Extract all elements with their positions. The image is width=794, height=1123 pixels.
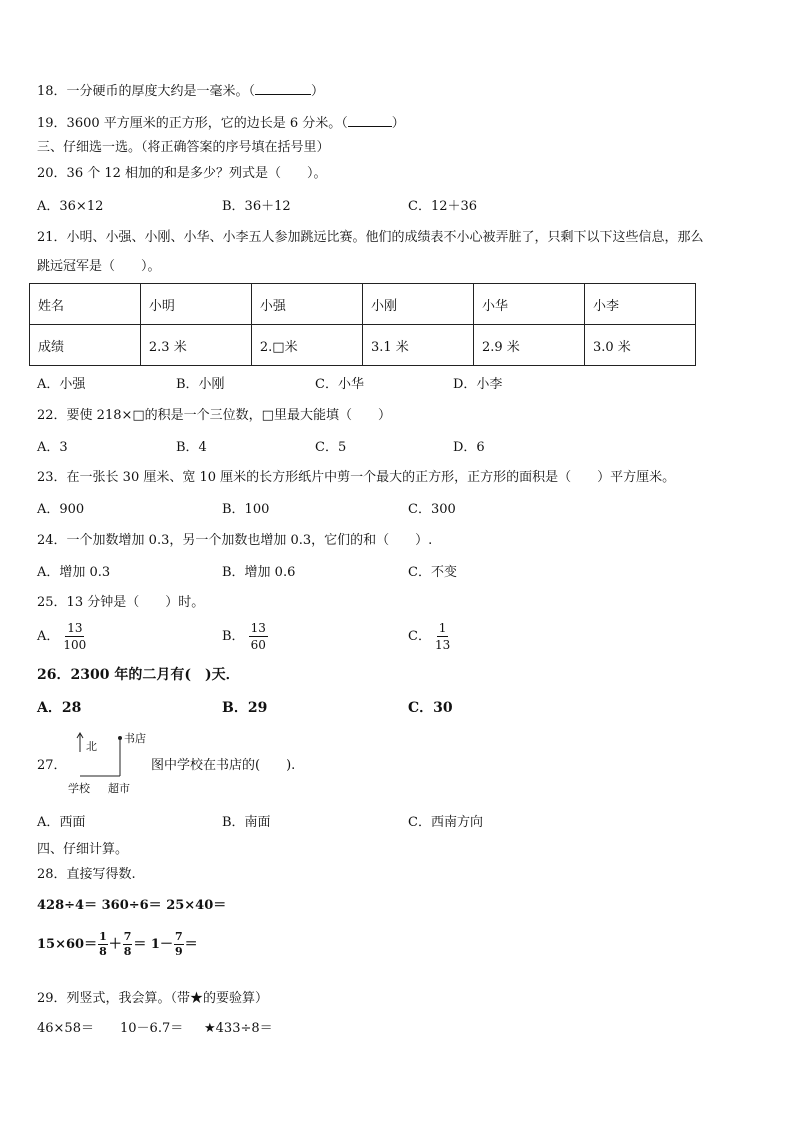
q18-text: 18．一分硬币的厚度大约是一毫米。（ <box>37 84 256 99</box>
bookstore-label: 书店 <box>124 732 146 745</box>
q24-option-b[interactable]: B．增加 0.6 <box>222 565 296 580</box>
denominator: 8 <box>123 945 132 958</box>
question-21-line1: 21．小明、小强、小刚、小华、小李五人参加跳远比赛。他们的成绩表不小心被弄脏了，只剩下以下这些信息，那么 <box>37 230 704 245</box>
table-cell: 姓名 <box>30 284 141 325</box>
school-label: 学校 <box>68 782 90 795</box>
question-27-number: 27． <box>37 758 67 773</box>
q27-option-a[interactable]: A．西面 <box>37 815 86 830</box>
answer-blank[interactable] <box>348 114 392 127</box>
section-4-heading: 四、仔细计算。 <box>37 842 129 857</box>
denominator: 100 <box>63 638 87 652</box>
q22-option-b[interactable]: B．4 <box>176 440 207 455</box>
q18-close: ） <box>311 84 325 99</box>
table-cell: 小刚 <box>362 284 473 325</box>
q23-option-a[interactable]: A．900 <box>37 502 85 517</box>
question-23: 23．在一张长 30 厘米、宽 10 厘米的长方形纸片中剪一个最大的正方形，正方形的面积是（ ）平方厘米。 <box>37 470 676 485</box>
option-label: B． <box>222 629 245 644</box>
question-25: 25．13 分钟是（ ）时。 <box>37 595 205 610</box>
table-cell: 2.3 米 <box>140 325 251 366</box>
question-26: 26．2300 年的二月有( )天． <box>37 667 240 683</box>
q21-option-b[interactable]: B．小刚 <box>176 377 225 392</box>
answer-blank[interactable] <box>255 82 311 95</box>
q21-option-c[interactable]: C．小华 <box>315 377 364 392</box>
equals-and-minus: ＝ 1－ <box>133 937 173 952</box>
question-24: 24．一个加数增加 0.3，另一个加数也增加 0.3，它们的和（ ）. <box>37 533 433 548</box>
option-label: A． <box>37 629 60 644</box>
fraction <box>249 620 268 653</box>
q22-option-d[interactable]: D．6 <box>453 440 485 455</box>
q19-close: ） <box>391 116 405 131</box>
q25-option-a[interactable] <box>37 620 86 653</box>
table-cell: 2.9 米 <box>473 325 584 366</box>
question-29: 29．列竖式，我会算。（带★的要验算） <box>37 991 269 1006</box>
option-label: C． <box>408 629 431 644</box>
table-cell: 3.0 米 <box>584 325 695 366</box>
numerator: 1 <box>438 621 447 635</box>
q24-option-c[interactable]: C．不变 <box>408 565 457 580</box>
equals-sign: ＝ <box>184 937 198 952</box>
q29-expr-3: ★433÷8＝ <box>204 1021 273 1036</box>
denominator: 13 <box>434 638 451 652</box>
expr-15x60: 15×60＝ <box>37 937 98 952</box>
table-cell: 3.1 米 <box>362 325 473 366</box>
denominator: 8 <box>99 945 107 958</box>
question-20: 20．36 个 12 相加的和是多少？列式是（ ）。 <box>37 166 327 181</box>
q28-row-2 <box>37 928 198 962</box>
q27-option-b[interactable]: B．南面 <box>222 815 271 830</box>
market-label: 超市 <box>108 782 130 795</box>
q23-option-b[interactable]: B．100 <box>222 502 270 517</box>
fraction <box>98 930 108 959</box>
table-cell: 2.□米 <box>251 325 362 366</box>
denominator: 60 <box>250 638 266 652</box>
question-22: 22．要使 218×□的积是一个三位数，□里最大能填（ ） <box>37 408 391 423</box>
bookstore-dot-icon <box>118 736 122 740</box>
fraction <box>174 930 184 959</box>
numerator: 7 <box>123 930 132 943</box>
q19-text: 19．3600 平方厘米的正方形，它的边长是 6 分米。（ <box>37 116 348 131</box>
q21-option-d[interactable]: D．小李 <box>453 377 503 392</box>
fraction <box>63 620 86 653</box>
section-3-heading: 三、仔细选一选。（将正确答案的序号填在括号里） <box>37 140 330 155</box>
table-cell: 小明 <box>140 284 251 325</box>
q20-option-c[interactable]: C．12＋36 <box>408 199 478 214</box>
north-label: 北 <box>86 740 97 753</box>
numerator: 7 <box>174 930 183 943</box>
q25-option-b[interactable] <box>222 620 268 653</box>
q21-option-a[interactable]: A．小强 <box>37 377 86 392</box>
q26-option-a[interactable]: A．28 <box>37 700 82 716</box>
plus-sign: ＋ <box>108 937 122 952</box>
score-table <box>29 283 696 366</box>
question-28: 28．直接写得数. <box>37 867 136 882</box>
fraction <box>123 930 133 959</box>
table-cell: 小华 <box>473 284 584 325</box>
question-21-line2: 跳远冠军是（ ）。 <box>37 259 161 274</box>
q23-option-c[interactable]: C．300 <box>408 502 456 517</box>
denominator: 9 <box>174 945 183 958</box>
numerator: 13 <box>250 621 266 635</box>
q22-option-a[interactable]: A．3 <box>37 440 68 455</box>
q28-row-1: 428÷4＝ 360÷6＝ 25×40＝ <box>37 898 227 913</box>
q24-option-a[interactable]: A．增加 0.3 <box>37 565 111 580</box>
q22-option-c[interactable]: C．5 <box>315 440 347 455</box>
q26-option-b[interactable]: B．29 <box>222 700 268 716</box>
q27-option-c[interactable]: C．西南方向 <box>408 815 483 830</box>
numerator: 1 <box>99 930 107 943</box>
direction-diagram <box>66 730 156 800</box>
question-27-text: 图中学校在书店的( ). <box>151 758 296 773</box>
question-19 <box>37 114 405 133</box>
q25-option-c[interactable] <box>408 620 450 653</box>
table-cell: 成绩 <box>30 325 141 366</box>
q20-option-b[interactable]: B．36＋12 <box>222 199 291 214</box>
q26-option-c[interactable]: C．30 <box>408 700 453 716</box>
table-header-row <box>30 284 696 325</box>
table-row <box>30 325 696 366</box>
numerator: 13 <box>67 621 83 635</box>
fraction <box>435 620 450 653</box>
question-18 <box>37 82 324 101</box>
table-cell: 小李 <box>584 284 695 325</box>
q20-option-a[interactable]: A．36×12 <box>37 199 104 214</box>
q29-expr-2: 10－6.7＝ <box>120 1021 184 1036</box>
q29-expr-1: 46×58＝ <box>37 1021 94 1036</box>
table-cell: 小强 <box>251 284 362 325</box>
